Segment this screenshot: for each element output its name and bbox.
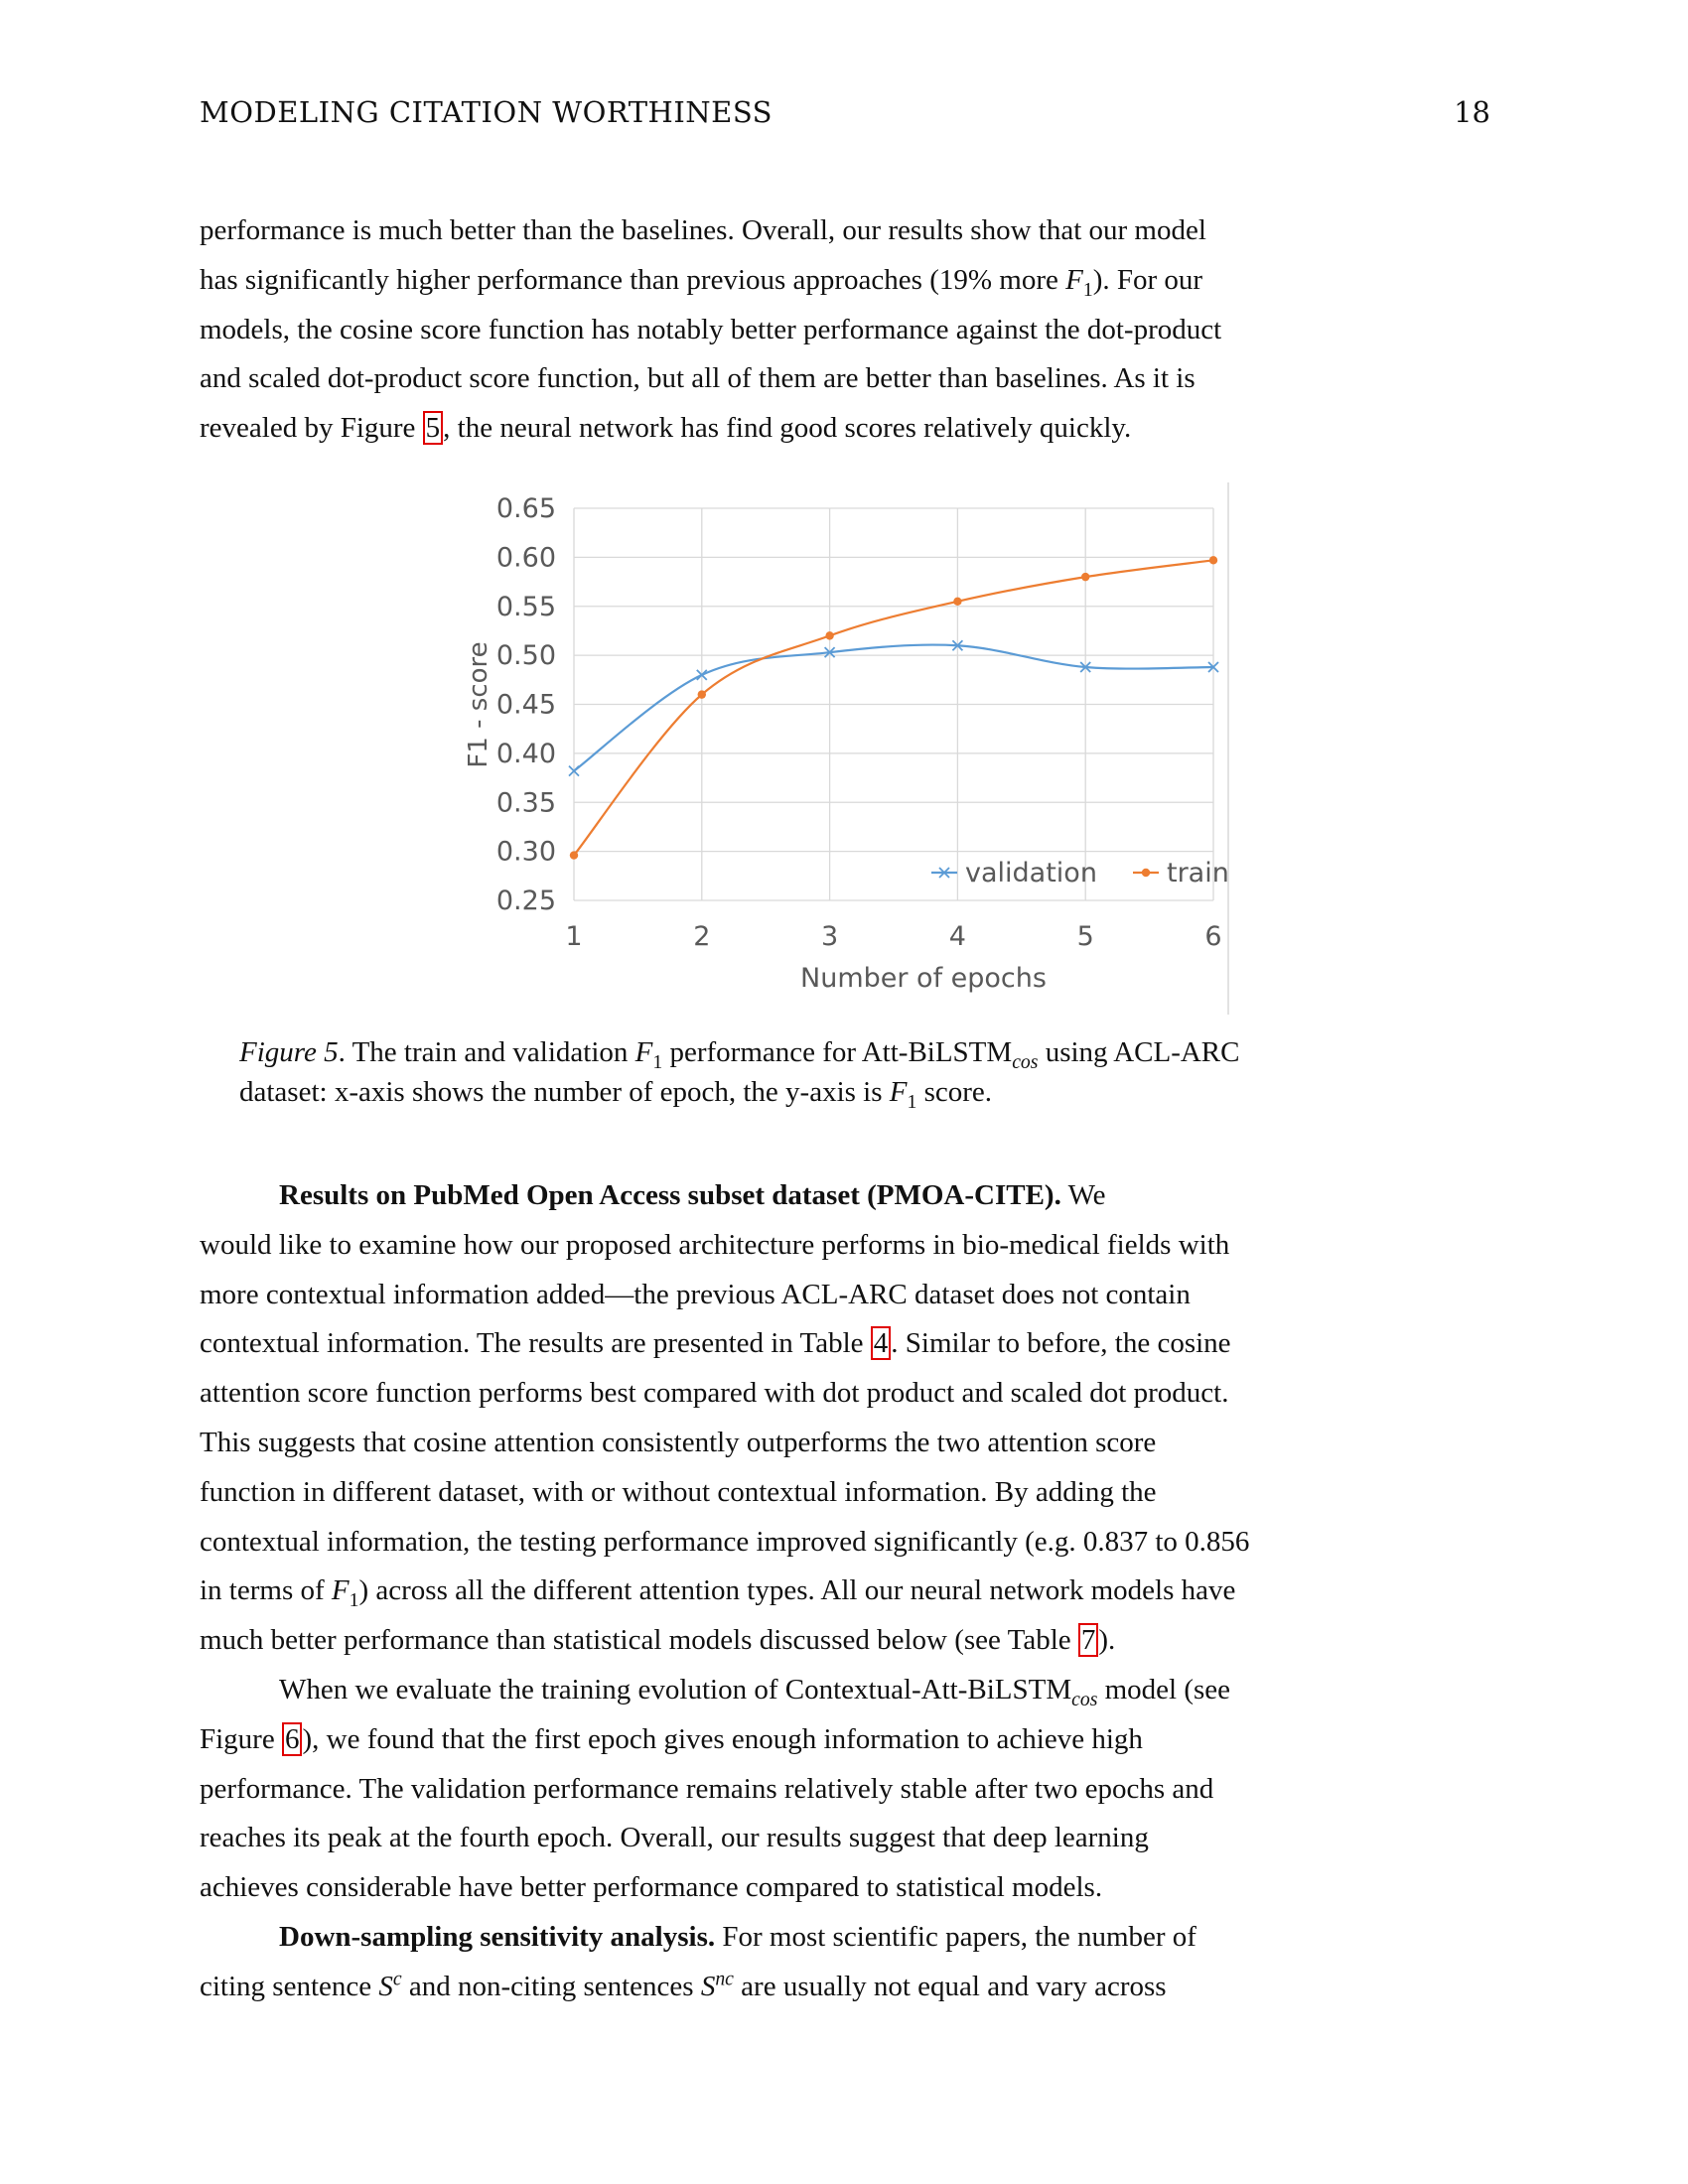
text-line: This suggests that cosine attention consistently outperforms the two attention score: [200, 1426, 1157, 1458]
series-line-validation: [574, 645, 1213, 771]
y-tick-label: 0.60: [495, 542, 556, 574]
text-line: Results on PubMed Open Access subset dataset (PMOA-CITE). We: [279, 1179, 1106, 1211]
text-line: and scaled dot-product score function, but all of them are better than baselines. As it is: [200, 362, 1196, 395]
text-line: more contextual information added—the previous ACL-ARC dataset does not contain: [200, 1278, 1191, 1310]
text-line: performance. The validation performance remains relatively stable after two epochs and: [200, 1772, 1214, 1805]
text-line: has significantly higher performance than previous approaches (19% more $F_1$). For our: [200, 263, 1203, 301]
legend-label-train: train: [1167, 858, 1229, 888]
table-7-link[interactable]: 7: [1078, 1623, 1099, 1657]
x-axis-label: Number of epochs: [800, 963, 1047, 994]
section-heading-pmoa: Results on PubMed Open Access subset dataset (PMOA-CITE).: [279, 1179, 1061, 1211]
figure-5-link[interactable]: 5: [423, 411, 444, 445]
y-tick-label: 0.25: [495, 886, 556, 916]
x-tick-label: 5: [1076, 921, 1094, 952]
section-heading-downsampling: Down-sampling sensitivity analysis.: [279, 1920, 716, 1953]
text-line: performance is much better than the baselines. Overall, our results show that our model: [200, 214, 1206, 246]
y-axis-label: F1 - score: [464, 641, 493, 768]
text-line: contextual information. The results are presented in Table 4 . Similar to before, the cosine: [200, 1327, 1231, 1360]
text-line: Figure 6 ), we found that the first epoch gives enough information to achieve high: [200, 1722, 1143, 1755]
data-point-train: [698, 690, 706, 698]
text-line: would like to examine how our proposed architecture performs in bio-medical fields with: [200, 1228, 1230, 1261]
figure-5-chart: [447, 478, 1241, 1015]
text-line: attention score function performs best compared with dot product and scaled dot product.: [200, 1377, 1229, 1410]
text-line: models, the cosine score function has notably better performance against the dot-product: [200, 313, 1222, 345]
data-point-train: [570, 851, 578, 859]
data-point-train: [953, 598, 961, 606]
caption-line: dataset: x-axis shows the number of epoch, the y-axis is $F_1$ score.: [239, 1076, 993, 1113]
y-tick-label: 0.55: [495, 591, 556, 622]
section-pmoa-results: [200, 1171, 1490, 2012]
text-line: When we evaluate the training evolution of Contextual-Att-BiLSTM$_{cos}$ model (see: [279, 1673, 1231, 1710]
x-tick-labels: [565, 921, 1221, 952]
y-tick-label: 0.35: [495, 787, 556, 819]
text-line: reaches its peak at the fourth epoch. Overall, our results suggest that deep learning: [200, 1822, 1149, 1854]
table-4-link[interactable]: 4: [871, 1326, 892, 1360]
text-line: function in different dataset, with or without contextual information. By adding the: [200, 1475, 1157, 1508]
running-head: MODELING CITATION WORTHINESS: [200, 95, 774, 129]
x-tick-label: 1: [565, 921, 583, 952]
text-line: in terms of $F_1$) across all the different attention types. All our neural network models have: [200, 1574, 1236, 1612]
figure-5-caption: [239, 1032, 1490, 1112]
data-point-train: [825, 631, 833, 639]
x-tick-label: 6: [1204, 921, 1222, 952]
x-tick-label: 4: [948, 921, 966, 952]
series-train: [570, 556, 1217, 860]
caption-label: Figure 5: [239, 1036, 339, 1068]
text-line: much better performance than statistical models discussed below (see Table 7 ).: [200, 1624, 1116, 1657]
f1-variable: F: [1065, 263, 1083, 296]
x-tick-label: 2: [693, 921, 711, 952]
text-line: revealed by Figure 5 , the neural network has find good scores relatively quickly.: [200, 412, 1132, 445]
caption-line: Figure 5. The train and validation $F_1$ performance for Att-BiLSTM$_{cos}$ using ACL-ARC: [239, 1036, 1240, 1073]
data-point-train: [1081, 573, 1089, 581]
chart-series: [569, 556, 1218, 860]
chart-legend: [931, 858, 1229, 888]
paragraph-results-acl: [200, 206, 1490, 454]
series-line-train: [574, 560, 1213, 855]
text-line: contextual information, the testing performance improved significantly (e.g. 0.837 to 0.856: [200, 1525, 1250, 1558]
chart-grid: [574, 508, 1213, 900]
y-tick-label: 0.45: [495, 689, 556, 721]
y-tick-label: 0.40: [495, 738, 556, 769]
y-tick-label: 0.50: [495, 640, 556, 672]
series-validation: [569, 640, 1218, 775]
data-point-train: [1209, 556, 1217, 564]
figure-6-link[interactable]: 6: [282, 1722, 303, 1756]
x-tick-label: 3: [821, 921, 839, 952]
text-line: achieves considerable have better performance compared to statistical models.: [200, 1871, 1103, 1904]
legend-label-validation: validation: [965, 858, 1097, 888]
text-line: citing sentence $S^c$ and non-citing sentences $S^{nc}$ are usually not equal and vary across: [200, 1968, 1167, 2002]
legend-item-train: [1133, 858, 1229, 888]
line-chart: [447, 478, 1241, 1015]
y-tick-label: 0.65: [495, 493, 556, 524]
legend-item-validation: [931, 858, 1097, 888]
page-number: 18: [1454, 95, 1490, 129]
text-line: Down-sampling sensitivity analysis. For most scientific papers, the number of: [279, 1920, 1196, 1953]
y-tick-label: 0.30: [495, 836, 556, 868]
y-tick-labels: [496, 493, 556, 916]
